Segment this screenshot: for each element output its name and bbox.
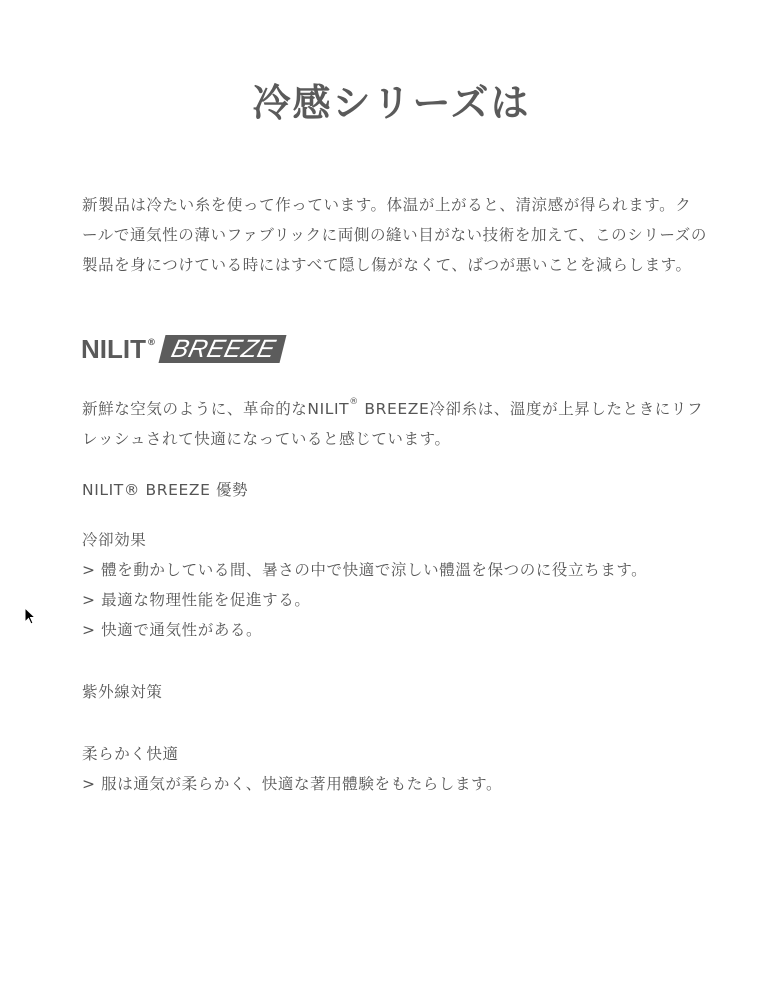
uv-protection-heading: 紫外線対策: [82, 683, 163, 701]
intro-paragraph: 新製品は冷たい糸を使って作っています。体温が上がると、清涼感が得られます。クールで通気性の薄いファブリックに両側の縫い目がない技術を加えて、このシリーズの製品を身につけている時にはすべて隠し傷がなくて、ばつが悪いことを減らします。: [82, 196, 707, 274]
cooling-item: > 快適で通気性がある。: [82, 621, 263, 639]
nilit-breeze-logo: [81, 334, 283, 364]
description-before: 新鮮な空気のように、革命的なNILIT: [82, 400, 350, 418]
logo-breeze-text: BREEZE: [168, 335, 279, 363]
logo-nilit-text: NILIT: [81, 334, 146, 364]
cooling-item: > 體を動かしている間、暑さの中で快適で涼しい體溫を保つのに役立ちます。: [82, 561, 648, 579]
arrow-cursor-icon: [24, 607, 36, 625]
logo-registered-mark: ®: [147, 338, 156, 348]
logo-breeze-box: [159, 335, 287, 363]
breeze-description: [82, 394, 707, 454]
description-registered-mark: ®: [349, 397, 359, 407]
soft-comfort-item: > 服は通気が柔らかく、快適な著用體験をもたらします。: [82, 775, 503, 793]
cooling-item: > 最適な物理性能を促進する。: [82, 591, 311, 609]
cooling-heading: 冷卻効果: [82, 531, 147, 549]
description-after: BREEZE冷卻糸は、溫度が上昇したときにリフレッシュされて快適になっていると感じています。: [82, 400, 704, 448]
page-title: 冷感シリーズは: [252, 81, 531, 125]
soft-comfort-heading: 柔らかく快適: [82, 745, 179, 763]
advantages-heading: NILIT® BREEZE 優勢: [82, 481, 249, 499]
